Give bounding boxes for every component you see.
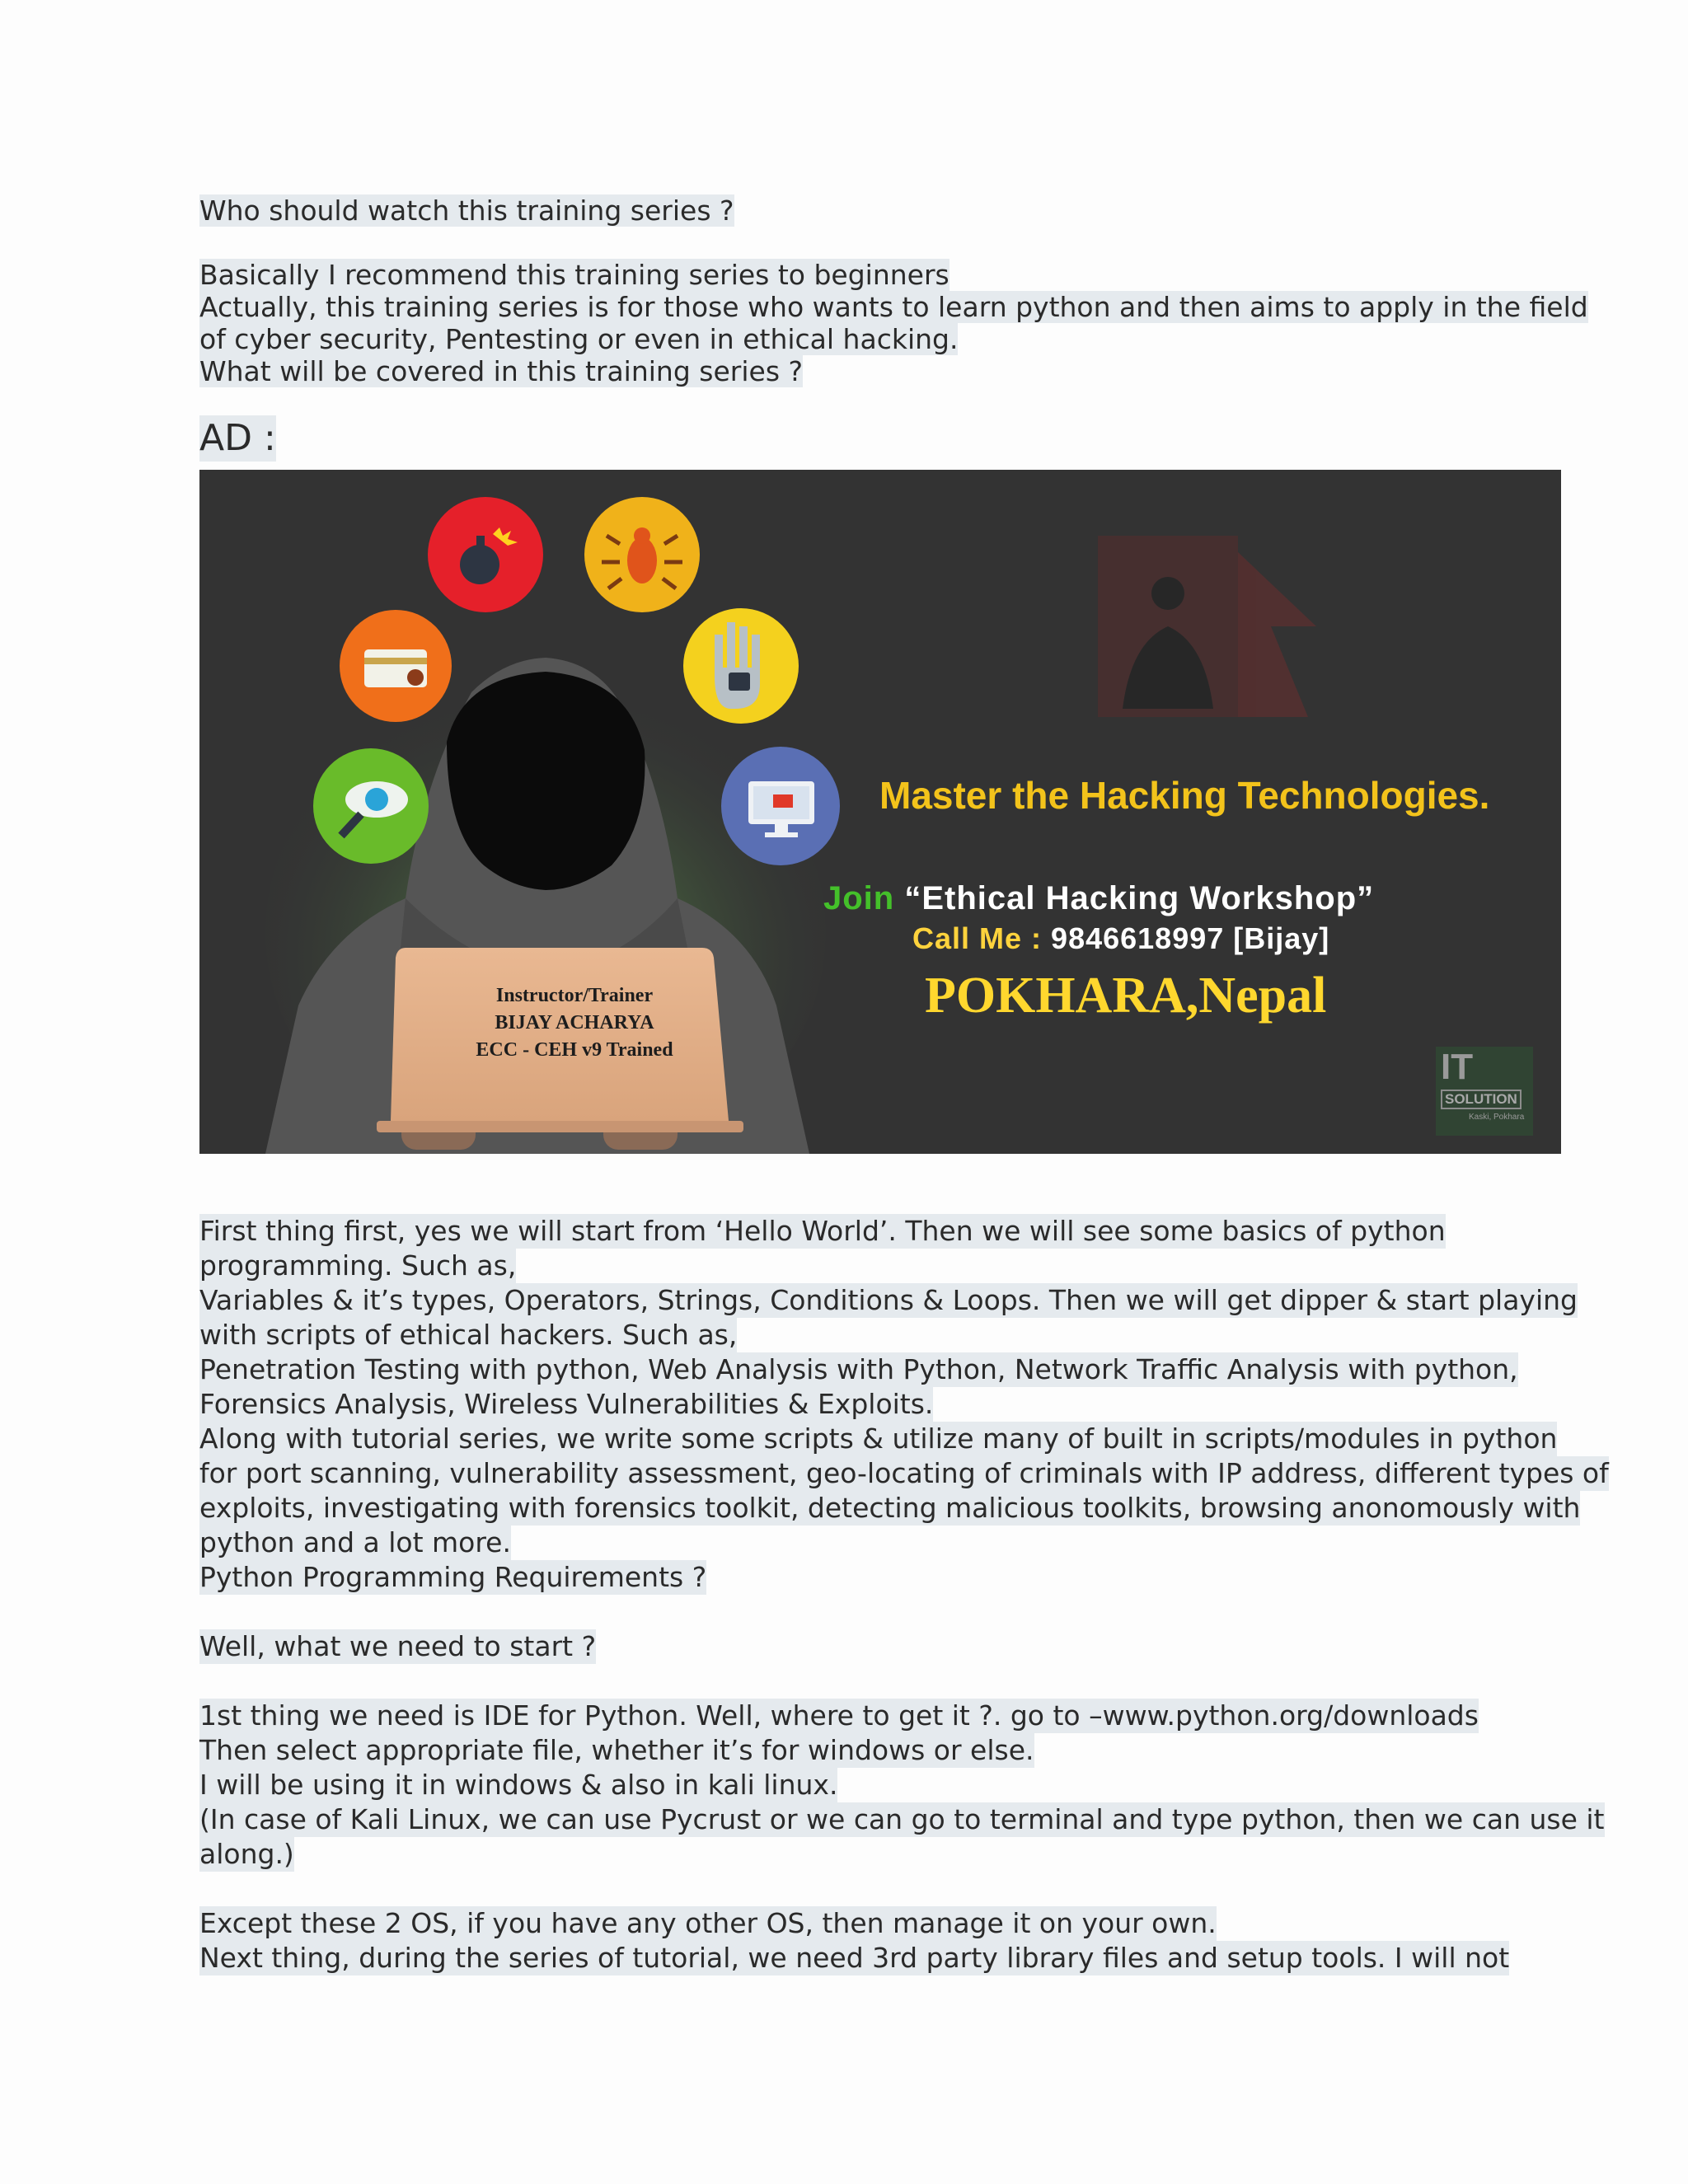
monitor-alert-icon: [721, 747, 840, 865]
intro-section: [199, 194, 1588, 462]
banner-location: POKHARA,Nepal: [925, 968, 1327, 1024]
body-line-3: Variables & it’s types, Operators, Strings, Conditions & Loops. Then we will get dipper & start playing: [199, 1284, 1578, 1316]
body-section: [199, 1214, 1609, 1975]
body-line-6: Forensics Analysis, Wireless Vulnerabilities & Exploits.: [199, 1388, 934, 1420]
logo-sub-text: Kaski, Pokhara: [1469, 1113, 1525, 1122]
body-line-windows-kali: I will be using it in windows & also in kali linux.: [199, 1769, 838, 1801]
laptop-caption-line-2: BIJAY ACHARYA: [495, 1012, 654, 1033]
body-line-5: Penetration Testing with python, Web Analysis with Python, Network Traffic Analysis with python,: [199, 1353, 1518, 1385]
ad-heading: AD :: [199, 415, 276, 462]
ad-banner-image: [199, 470, 1561, 1154]
it-solution-logo: [1436, 1047, 1533, 1136]
banner-tagline: Master the Hacking Technologies.: [879, 774, 1490, 817]
banner-workshop-title: “Ethical Hacking Workshop”: [904, 880, 1375, 916]
eye-search-icon: [313, 748, 429, 864]
intro-line-3: of cyber security, Pentesting or even in ethical hacking.: [199, 323, 959, 355]
hand-lock-icon: [683, 608, 799, 724]
laptop-caption-line-1: Instructor/Trainer: [495, 985, 654, 1006]
body-line-9: exploits, investigating with forensics toolkit, detecting malicious toolkits, browsing anonomously with: [199, 1492, 1581, 1524]
bomb-icon: [428, 497, 543, 612]
body-line-along: along.): [199, 1838, 294, 1870]
body-line-other-os: Except these 2 OS, if you have any other OS, then manage it on your own.: [199, 1907, 1217, 1939]
question-who-should-watch: Who should watch this training series ?: [199, 194, 734, 227]
laptop-caption: [426, 982, 723, 1064]
question-requirements: Python Programming Requirements ?: [199, 1561, 707, 1593]
body-line-select-file: Then select appropriate file, whether it’s for windows or else.: [199, 1734, 1034, 1766]
body-line-10: python and a lot more.: [199, 1526, 511, 1558]
body-line-ide: 1st thing we need is IDE for Python. Well, where to get it ?. go to –www.python.org/downloads: [199, 1699, 1479, 1732]
banner-join-word: Join: [823, 880, 895, 916]
logo-it-text: IT: [1441, 1047, 1474, 1087]
body-line-2: programming. Such as,: [199, 1249, 517, 1282]
body-line-7: Along with tutorial series, we write some scripts & utilize many of built in scripts/modules in python: [199, 1422, 1558, 1455]
question-what-covered: What will be covered in this training series ?: [199, 355, 804, 387]
laptop-base: [377, 1121, 743, 1132]
credit-card-icon: [340, 610, 452, 722]
laptop-caption-line-3: ECC - CEH v9 Trained: [476, 1039, 673, 1061]
intro-line-1: Basically I recommend this training series to beginners: [199, 259, 950, 291]
banner-join-line: [823, 880, 1374, 917]
body-line-8: for port scanning, vulnerability assessment, geo-locating of criminals with IP address, different types of: [199, 1457, 1609, 1489]
intro-line-2: Actually, this training series is for those who wants to learn python and then aims to apply in the field: [199, 291, 1588, 323]
bug-icon: [584, 497, 700, 612]
banner-call-line: [912, 921, 1329, 956]
body-line-kali-note: (In case of Kali Linux, we can use Pycrust or we can go to terminal and type python, then we can use it: [199, 1803, 1605, 1835]
banner-call-label: Call Me :: [912, 921, 1043, 955]
logo-solution-text: SOLUTION: [1441, 1090, 1522, 1109]
body-line-1: First thing first, yes we will start from ‘Hello World’. Then we will see some basics of python: [199, 1215, 1446, 1247]
question-what-need: Well, what we need to start ?: [199, 1630, 597, 1662]
body-line-next-thing: Next thing, during the series of tutorial, we need 3rd party library files and setup tools. I will not: [199, 1942, 1510, 1974]
body-line-4: with scripts of ethical hackers. Such as,: [199, 1319, 738, 1351]
banner-call-number: 9846618997 [Bijay]: [1051, 921, 1330, 955]
nhc-watermark-logo: [1098, 536, 1316, 717]
